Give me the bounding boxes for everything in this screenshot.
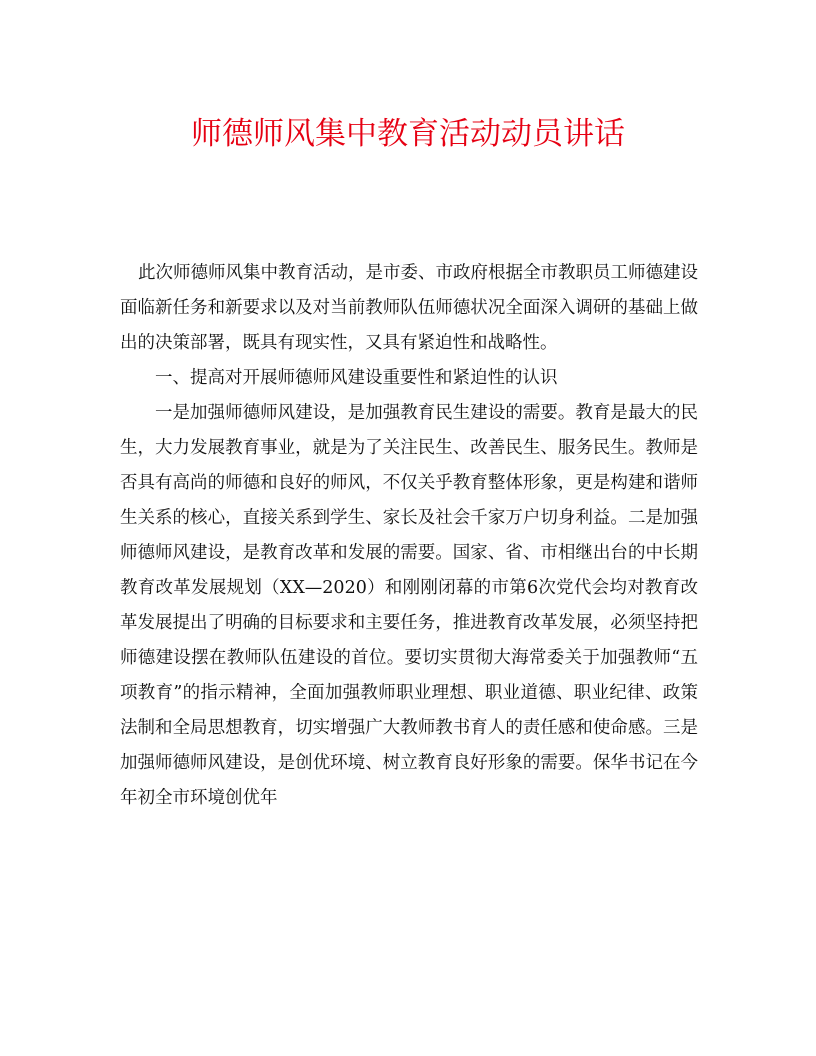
intro-paragraph: 此次师德师风集中教育活动，是市委、市政府根据全市教职员工师德建设面临新任务和新要求以及对当前教师队伍师德状况全面深入调研的基础上做出的决策部署，既具有现实性，又具有紧迫性和战略性。	[120, 263, 698, 353]
body-paragraph: 一是加强师德师风建设，是加强教育民生建设的需要。教育是最大的民生，大力发展教育事业，就是为了关注民生、改善民生、服务民生。教师是否具有高尚的师德和良好的师风，不仅关乎教育整体形象，更是构建和谐师生关系的核心，直接关系到学生、家长及社会千家万户切身利益。二是加强师德师风建设，是教育改革和发展的需要。国家、省、市相继出台的中长期教育改革发展规划（XX—2020）和刚刚闭幕的市第6次党代会均对教育改革发展提出了明确的目标要求和主要任务，推进教育改革发展，必须坚持把师德建设摆在教师队伍建设的首位。要切实贯彻大海常委关于加强教师“五项教育”的指示精神，全面加强教师职业理想、职业道德、职业纪律、政策法制和全局思想教育，切实增强广大教师教书育人的责任感和使命感。三是加强师德师风建设，是创优环境、树立教育良好形象的需要。保华书记在今年初全市环境创优年	[120, 403, 698, 808]
section-heading: 一、提高对开展师德师风建设重要性和紧迫性的认识	[155, 368, 558, 388]
document-body	[120, 256, 698, 816]
document-title: 师德师风集中教育活动动员讲话	[191, 116, 625, 152]
